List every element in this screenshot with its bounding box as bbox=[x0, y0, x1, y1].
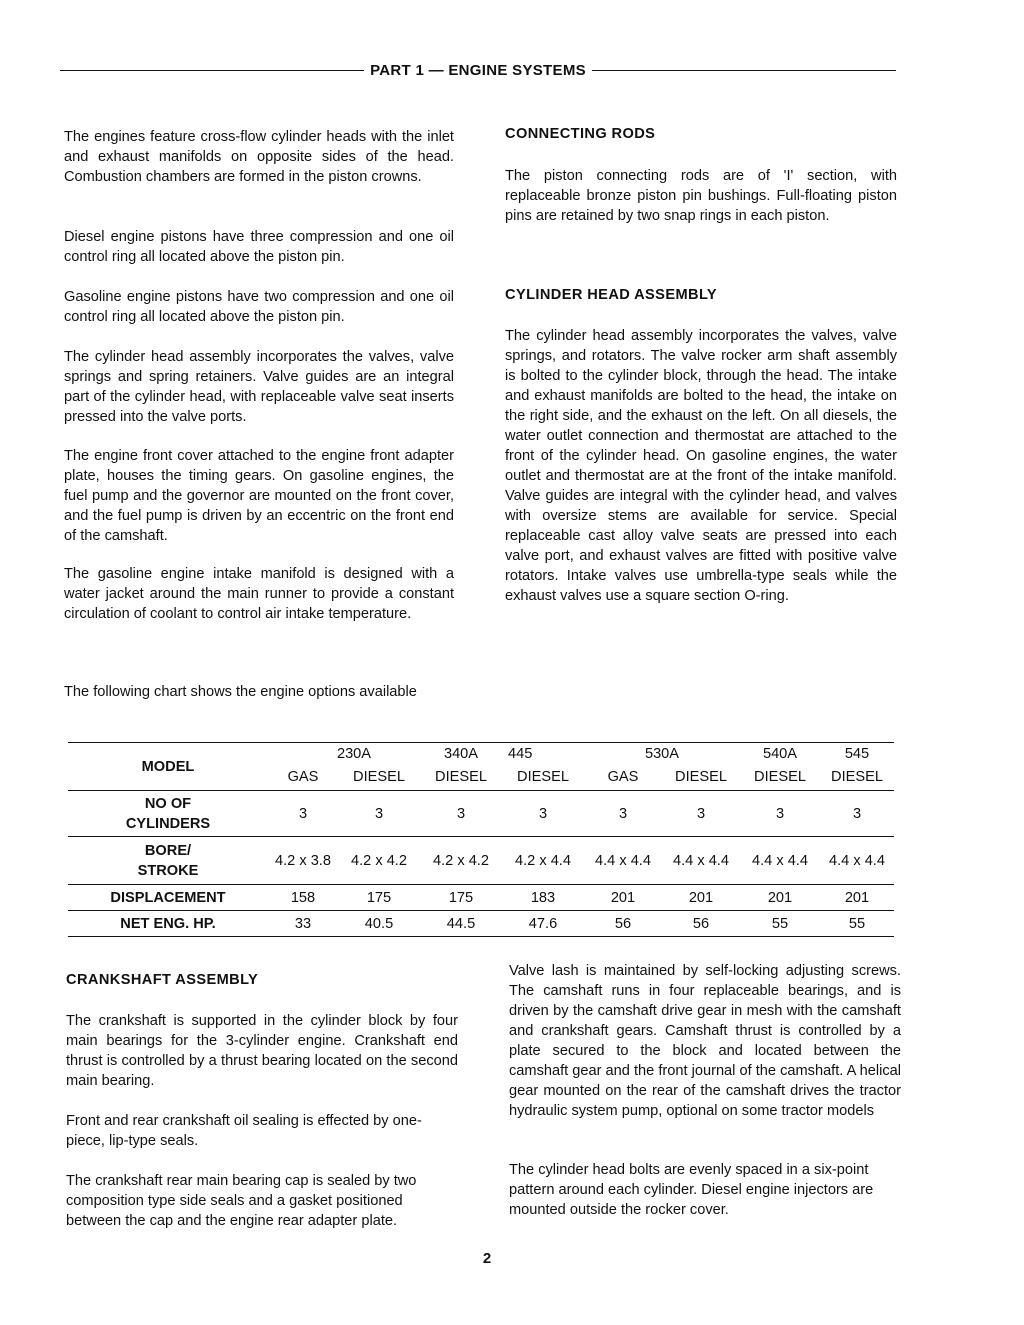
fuel-cell: DIESEL bbox=[353, 769, 405, 786]
crankshaft-paragraph-1: The crankshaft is supported in the cylinder block by four main bearings for the 3-cylinder engine. Crankshaft end thrust is controlled by a thrust bearing located on the second main bearing. bbox=[66, 1013, 458, 1089]
bore-stroke-label bbox=[68, 837, 268, 885]
table-cell: 4.2 x 4.4 bbox=[515, 852, 571, 869]
table-cell: 201 bbox=[767, 889, 793, 906]
table-cell: 183 bbox=[530, 889, 556, 906]
valve-lash-paragraph: Valve lash is maintained by self-locking adjusting screws. The camshaft runs in four replaceable bearings, and is driven by the camshaft drive gear in mesh with the camshaft and crankshaft gears. Camshaft thrust is controlled by a plate secured to the block and located between the camshaft gear and the front journal of the camshaft. A helical gear mounted on the rear of the camshaft drives the tractor hydraulic system pump, optional on some tractor models bbox=[509, 963, 901, 1119]
model-545: 545 bbox=[844, 745, 870, 762]
fuel-cell: DIESEL bbox=[831, 769, 883, 786]
table-cell: 4.4 x 4.4 bbox=[829, 852, 885, 869]
model-445: 445 bbox=[508, 745, 533, 762]
crankshaft-heading: CRANKSHAFT ASSEMBLY bbox=[66, 972, 259, 988]
table-cell: 56 bbox=[614, 915, 632, 932]
displacement-row bbox=[68, 885, 894, 911]
cylinder-head-heading: CYLINDER HEAD ASSEMBLY bbox=[505, 287, 718, 303]
crankshaft-paragraph-3: The crankshaft rear main bearing cap is sealed by two composition type side seals and a gasket positioned between the cap and the engine rear adapter plate. bbox=[66, 1173, 417, 1229]
paragraph-cylinder-head-left: The cylinder head assembly incorporates the valves, valve springs and spring retainers. Valve guides are an integral part of the cylinder head, with replaceable valve seat inserts pressed into the valve ports. bbox=[64, 349, 454, 425]
crankshaft-paragraph-2: Front and rear crankshaft oil sealing is effected by one-piece, lip-type seals. bbox=[66, 1113, 422, 1149]
table-cell: 4.4 x 4.4 bbox=[673, 852, 729, 869]
table-cell: 56 bbox=[692, 915, 710, 932]
model-row bbox=[68, 743, 894, 765]
table-cell: 3 bbox=[456, 805, 466, 822]
header-rule-right bbox=[592, 70, 896, 71]
connecting-rods-heading: CONNECTING RODS bbox=[505, 126, 656, 142]
fuel-cell: GAS bbox=[287, 769, 319, 786]
table-cell: 4.2 x 3.8 bbox=[275, 852, 331, 869]
table-cell: 201 bbox=[844, 889, 870, 906]
page-title: PART 1 — ENGINE SYSTEMS bbox=[370, 61, 586, 79]
table-cell: 175 bbox=[366, 889, 392, 906]
table-cell: 3 bbox=[852, 805, 862, 822]
fuel-cell: DIESEL bbox=[435, 769, 487, 786]
table-cell: 55 bbox=[848, 915, 866, 932]
model-230a: 230A bbox=[336, 745, 372, 762]
table-cell: 55 bbox=[771, 915, 789, 932]
bore-stroke-label-line2: STROKE bbox=[137, 862, 199, 879]
paragraph-gasoline-pistons: Gasoline engine pistons have two compression and one oil control ring all located above the piston pin. bbox=[64, 289, 454, 325]
table-cell: 4.4 x 4.4 bbox=[752, 852, 808, 869]
model-340a: 340A bbox=[443, 745, 479, 762]
cylinders-label bbox=[68, 791, 268, 837]
chart-intro: The following chart shows the engine options available bbox=[64, 684, 417, 700]
hp-label: NET ENG. HP. bbox=[120, 915, 216, 932]
table-cell: 3 bbox=[374, 805, 384, 822]
paragraph-intake-manifold: The gasoline engine intake manifold is designed with a water jacket around the main runner to provide a constant circulation of coolant to control air intake temperature. bbox=[64, 566, 454, 622]
table-cell: 3 bbox=[538, 805, 548, 822]
table-cell: 40.5 bbox=[364, 915, 394, 932]
table-cell: 175 bbox=[448, 889, 474, 906]
fuel-cell: GAS bbox=[607, 769, 639, 786]
paragraph-cross-flow: The engines feature cross-flow cylinder heads with the inlet and exhaust manifolds on opposite sides of the head. Combustion chambers are formed in the piston crowns. bbox=[64, 129, 454, 185]
table-cell: 4.4 x 4.4 bbox=[595, 852, 651, 869]
page-number: 2 bbox=[482, 1250, 492, 1267]
cylinders-row bbox=[68, 791, 894, 837]
bore-stroke-row bbox=[68, 837, 894, 885]
table-cell: 3 bbox=[298, 805, 308, 822]
fuel-cell: DIESEL bbox=[517, 769, 569, 786]
paragraph-front-cover: The engine front cover attached to the engine front adapter plate, houses the timing gears. On gasoline engines, the fuel pump and the governor are mounted on the front cover, and the fuel pump is driven by an eccentric on the front end of the camshaft. bbox=[64, 448, 454, 544]
cylinders-label-line1: NO OF bbox=[144, 795, 192, 812]
fuel-cell: DIESEL bbox=[754, 769, 806, 786]
displacement-label: DISPLACEMENT bbox=[110, 889, 226, 906]
hp-row bbox=[68, 911, 894, 937]
page-header bbox=[60, 60, 896, 80]
table-cell: 201 bbox=[610, 889, 636, 906]
table-cell: 3 bbox=[775, 805, 785, 822]
paragraph-diesel-pistons: Diesel engine pistons have three compression and one oil control ring all located above the piston pin. bbox=[64, 229, 454, 265]
header-rule-left bbox=[60, 70, 364, 71]
connecting-rods-text: The piston connecting rods are of 'I' section, with replaceable bronze piston pin bushings. Full-floating piston pins are retained by two snap rings in each piston. bbox=[505, 168, 897, 224]
head-bolts-paragraph: The cylinder head bolts are evenly spaced in a six-point pattern around each cylinder. Diesel engine injectors are mounted outside the rocker cover. bbox=[509, 1162, 874, 1218]
table-cell: 44.5 bbox=[446, 915, 476, 932]
cylinder-head-text: The cylinder head assembly incorporates the valves, valve springs, and rotators. The valve rocker arm shaft assembly is bolted to the cylinder block, through the head. The intake and exhaust manifolds are bolted to the head, the intake on the right side, and the exhaust on the left. On all diesels, the water outlet connection and thermostat are attached to the front of the cylinder head. On gasoline engines, the water outlet and thermostat are at the front of the intake manifold. Valve guides are integral with the cylinder head, and valves with oversize stems are available for service. Special replaceable cast alloy valve seats are pressed into each valve port, and exhaust valves are fitted with positive valve rotators. Intake valves use umbrella-type seals while the exhaust valves use a square section O-ring. bbox=[505, 328, 897, 604]
table-cell: 158 bbox=[290, 889, 316, 906]
table-cell: 3 bbox=[696, 805, 706, 822]
table-cell: 4.2 x 4.2 bbox=[351, 852, 407, 869]
model-label: MODEL bbox=[68, 743, 268, 791]
table-cell: 33 bbox=[294, 915, 312, 932]
bore-stroke-label-line1: BORE/ bbox=[144, 842, 192, 859]
table-cell: 4.2 x 4.2 bbox=[433, 852, 489, 869]
model-540a: 540A bbox=[762, 745, 798, 762]
table-cell: 3 bbox=[618, 805, 628, 822]
table-cell: 47.6 bbox=[528, 915, 558, 932]
table-cell: 201 bbox=[688, 889, 714, 906]
engine-options-table bbox=[68, 742, 894, 937]
model-530a: 530A bbox=[644, 745, 680, 762]
fuel-cell: DIESEL bbox=[675, 769, 727, 786]
cylinders-label-line2: CYLINDERS bbox=[125, 815, 211, 832]
spec-table bbox=[68, 742, 894, 937]
